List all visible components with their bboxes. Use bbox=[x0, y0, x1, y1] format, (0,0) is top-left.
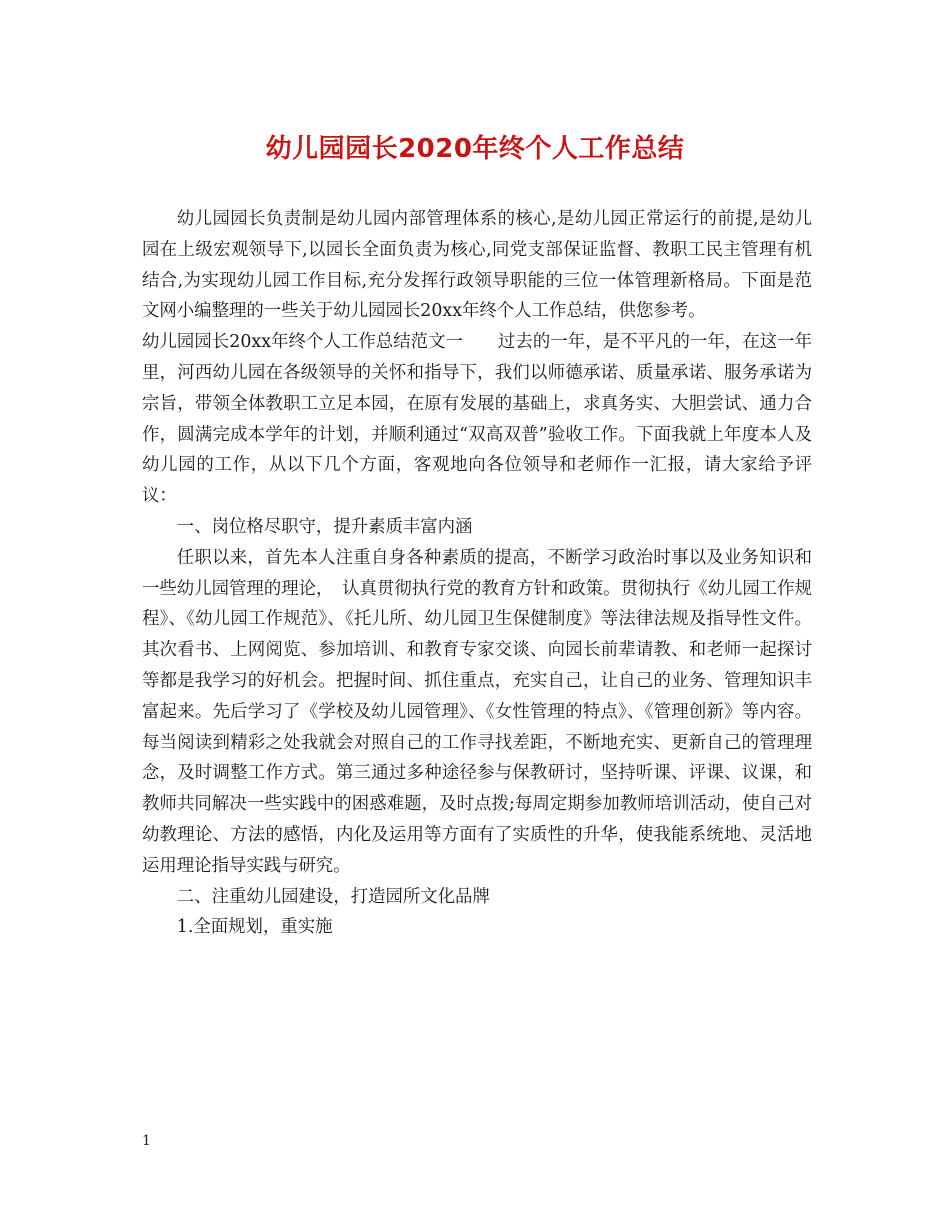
document-body bbox=[142, 204, 812, 943]
section-heading-one: 一、岗位格尽职守，提升素质丰富内涵 bbox=[176, 516, 473, 537]
paragraph-sample-one: 幼儿园园长20xx年终个人工作总结范文一 过去的一年，是不平凡的一年，在这一年里，河西幼儿园在各级领导的关怀和指导下，我们以师德承诺、质量承诺、服务承诺为宗旨，带领全体教职工立足本园，在原有发展的基础上，求真务实、大胆尝试、通力合作，圆满完成本学年的计划，并顺利通过“双高双普”验收工作。下面我就上年度本人及幼儿园的工作，从以下几个方面，客观地向各位领导和老师作一汇报，请大家给予评议： bbox=[142, 332, 812, 507]
subsection-heading-one: 1.全面规划，重实施 bbox=[176, 917, 333, 938]
page-number: 1 bbox=[142, 1133, 151, 1149]
section-heading-two: 二、注重幼儿园建设，打造园所文化品牌 bbox=[176, 886, 490, 907]
paragraph-intro: 幼儿园园长负责制是幼儿园内部管理体系的核心,是幼儿园正常运行的前提,是幼儿园在上级宏观领导下,以园长全面负责为核心,同党支部保证监督、教职工民主管理有机结合,为实现幼儿园工作目标,充分发挥行政领导职能的三位一体管理新格局。下面是范文网小编整理的一些关于幼儿园园长20xx年终个人工作总结，供您参考。 bbox=[142, 209, 812, 322]
document-title: 幼儿园园长2020年终个人工作总结 bbox=[265, 134, 685, 164]
paragraph-section-one: 任职以来，首先本人注重自身各种素质的提高，不断学习政治时事以及业务知识和一些幼儿园管理的理论， 认真贯彻执行党的教育方针和政策。贯彻执行《幼儿园工作规程》、《幼儿园工作规范》、《托儿所、幼儿园卫生保健制度》等法律法规及指导性文件。其次看书、上网阅览、参加培训、和教育专家交谈、向园长前辈请教、和老师一起探讨等都是我学习的好机会。把握时间、抓住重点，充实自己，让自己的业务、管理知识丰富起来。先后学习了《学校及幼儿园管理》、《女性管理的特点》、《管理创新》等内容。每当阅读到精彩之处我就会对照自己的工作寻找差距，不断地充实、更新自己的管理理念，及时调整工作方式。第三通过多种途径参与保教研讨，坚持听课、评课、议课，和教师共同解决一些实践中的困惑难题，及时点拨;每周定期参加教师培训活动，使自己对幼教理论、方法的感悟，内化及运用等方面有了实质性的升华，使我能系统地、灵活地运用理论指导实践与研究。 bbox=[142, 547, 812, 876]
